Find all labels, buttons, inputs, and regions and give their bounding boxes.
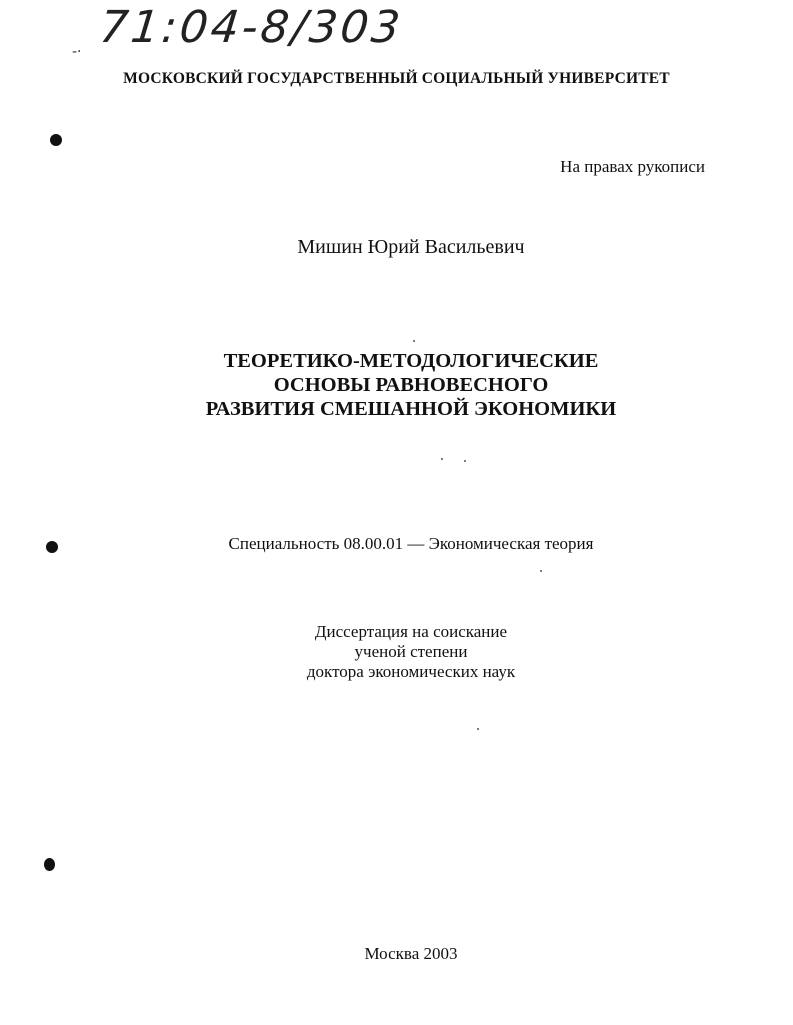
handwritten-catalog-code: 71:04-8/303 [97, 2, 406, 53]
title-line-3: РАЗВИТИЯ СМЕШАННОЙ ЭКОНОМИКИ [205, 398, 617, 420]
scan-hole-mark-top [50, 134, 62, 146]
specialty-line: Специальность 08.00.01 — Экономическая теория [228, 534, 594, 553]
author-name: Мишин Юрий Васильевич [297, 236, 525, 258]
degree-line-3: доктора экономических наук [306, 662, 516, 681]
rights-note: На правах рукописи [560, 157, 705, 176]
scan-speck [477, 728, 479, 730]
university-name: МОСКОВСКИЙ ГОСУДАРСТВЕННЫЙ СОЦИАЛЬНЫЙ УНИВЕРСИТЕТ [123, 70, 670, 87]
scan-speck [441, 458, 443, 460]
dissertation-title [0, 349, 793, 421]
scan-speck [540, 570, 542, 572]
title-line-2: ОСНОВЫ РАВНОВЕСНОГО [273, 374, 549, 396]
city-and-year: Москва 2003 [364, 944, 458, 963]
degree-statement [0, 622, 793, 682]
title-line-1: ТЕОРЕТИКО-МЕТОДОЛОГИЧЕСКИЕ [223, 350, 599, 372]
scan-speck [464, 460, 466, 462]
scan-hole-mark-bottom [44, 858, 55, 871]
scan-speck [413, 340, 415, 342]
handwritten-tick-mark: -· [72, 44, 82, 60]
degree-line-1: Диссертация на соискание [314, 622, 508, 641]
degree-line-2: ученой степени [354, 642, 468, 661]
